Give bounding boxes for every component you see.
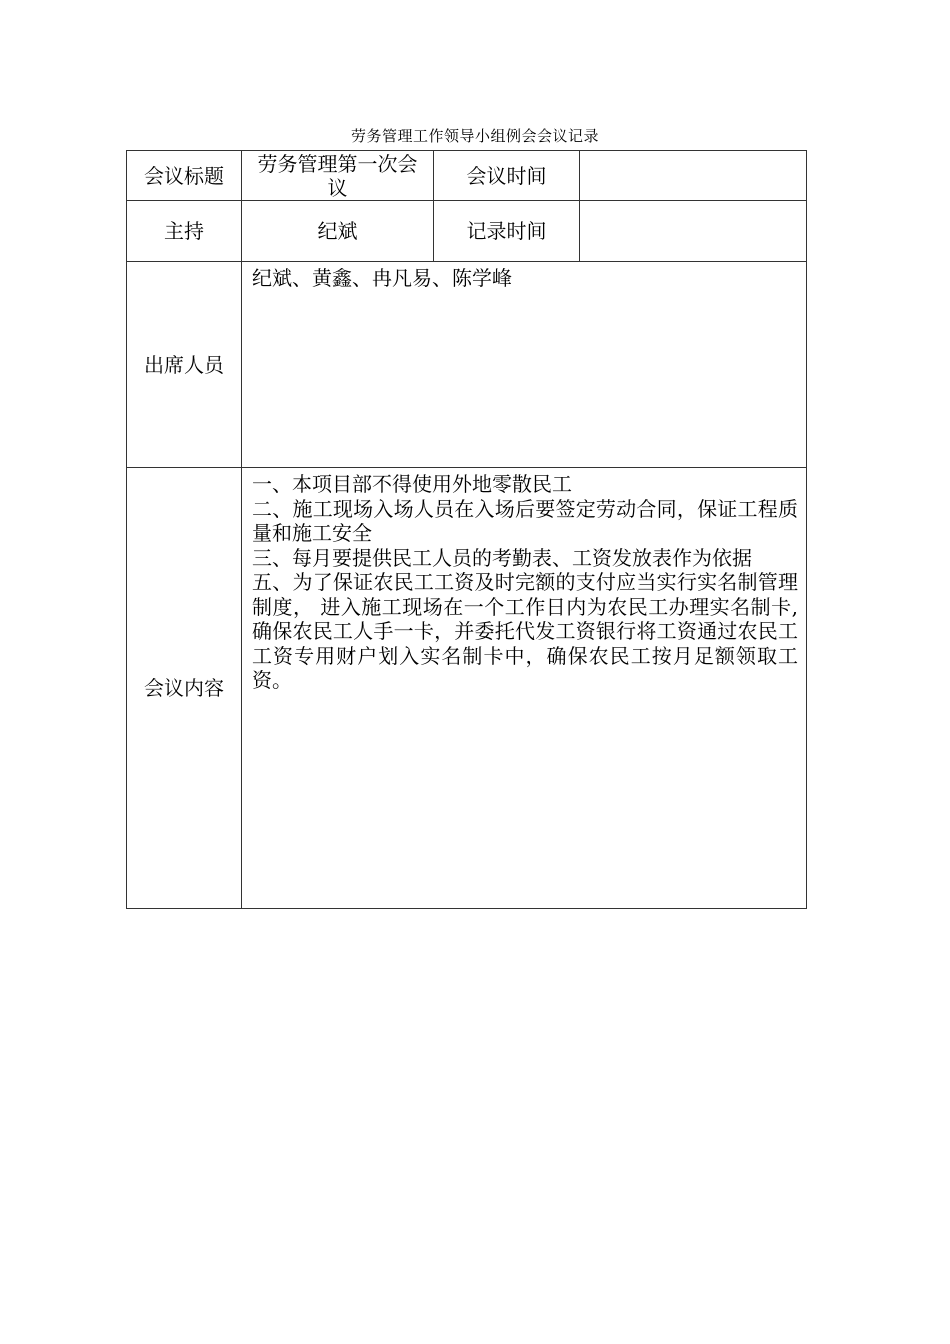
table-row-host: [127, 201, 807, 262]
meeting-record-table: [126, 150, 807, 909]
table-row-meeting-title: [127, 151, 807, 201]
attendees-cell: [242, 262, 807, 468]
document-title: 劳务管理工作领导小组例会会议记录: [350, 127, 599, 145]
content-cell: [242, 468, 807, 909]
meeting-time-label: 会议时间: [434, 151, 580, 201]
record-time-value: [580, 201, 807, 262]
table-row-content: [127, 468, 807, 909]
meeting-time-value: [580, 151, 807, 201]
attendees-value: 纪斌、黄鑫、冉凡易、陈学峰: [252, 266, 512, 290]
attendees-label: 出席人员: [127, 262, 242, 468]
host-value: 纪斌: [242, 201, 434, 262]
host-label: 主持: [127, 201, 242, 262]
content-label: 会议内容: [127, 468, 242, 909]
content-item: 三、每月要提供民工人员的考勤表、工资发放表作为依据: [252, 545, 752, 570]
table-row-attendees: [127, 262, 807, 468]
meeting-title-value: 劳务管理第一次会议: [257, 151, 418, 200]
content-item: 二、施工现场入场人员在入场后要签定劳动合同，保证工程质量和施工安全: [252, 496, 798, 545]
record-time-label: 记录时间: [434, 201, 580, 262]
meeting-title-label: 会议标题: [127, 151, 242, 201]
content-item: 一、本项目部不得使用外地零散民工: [252, 472, 572, 496]
content-item: 五、为了保证农民工工资及时完额的支付应当实行实名制管理制度， 进入施工现场在一个工作日内为农民工办理实名制卡,确保农民工人手一卡，并委托代发工资银行将工资通过农民工工资专用财户划入实名制卡中，确保农民工按月足额领取工资。: [252, 570, 798, 692]
meeting-title-cell: [242, 151, 434, 201]
